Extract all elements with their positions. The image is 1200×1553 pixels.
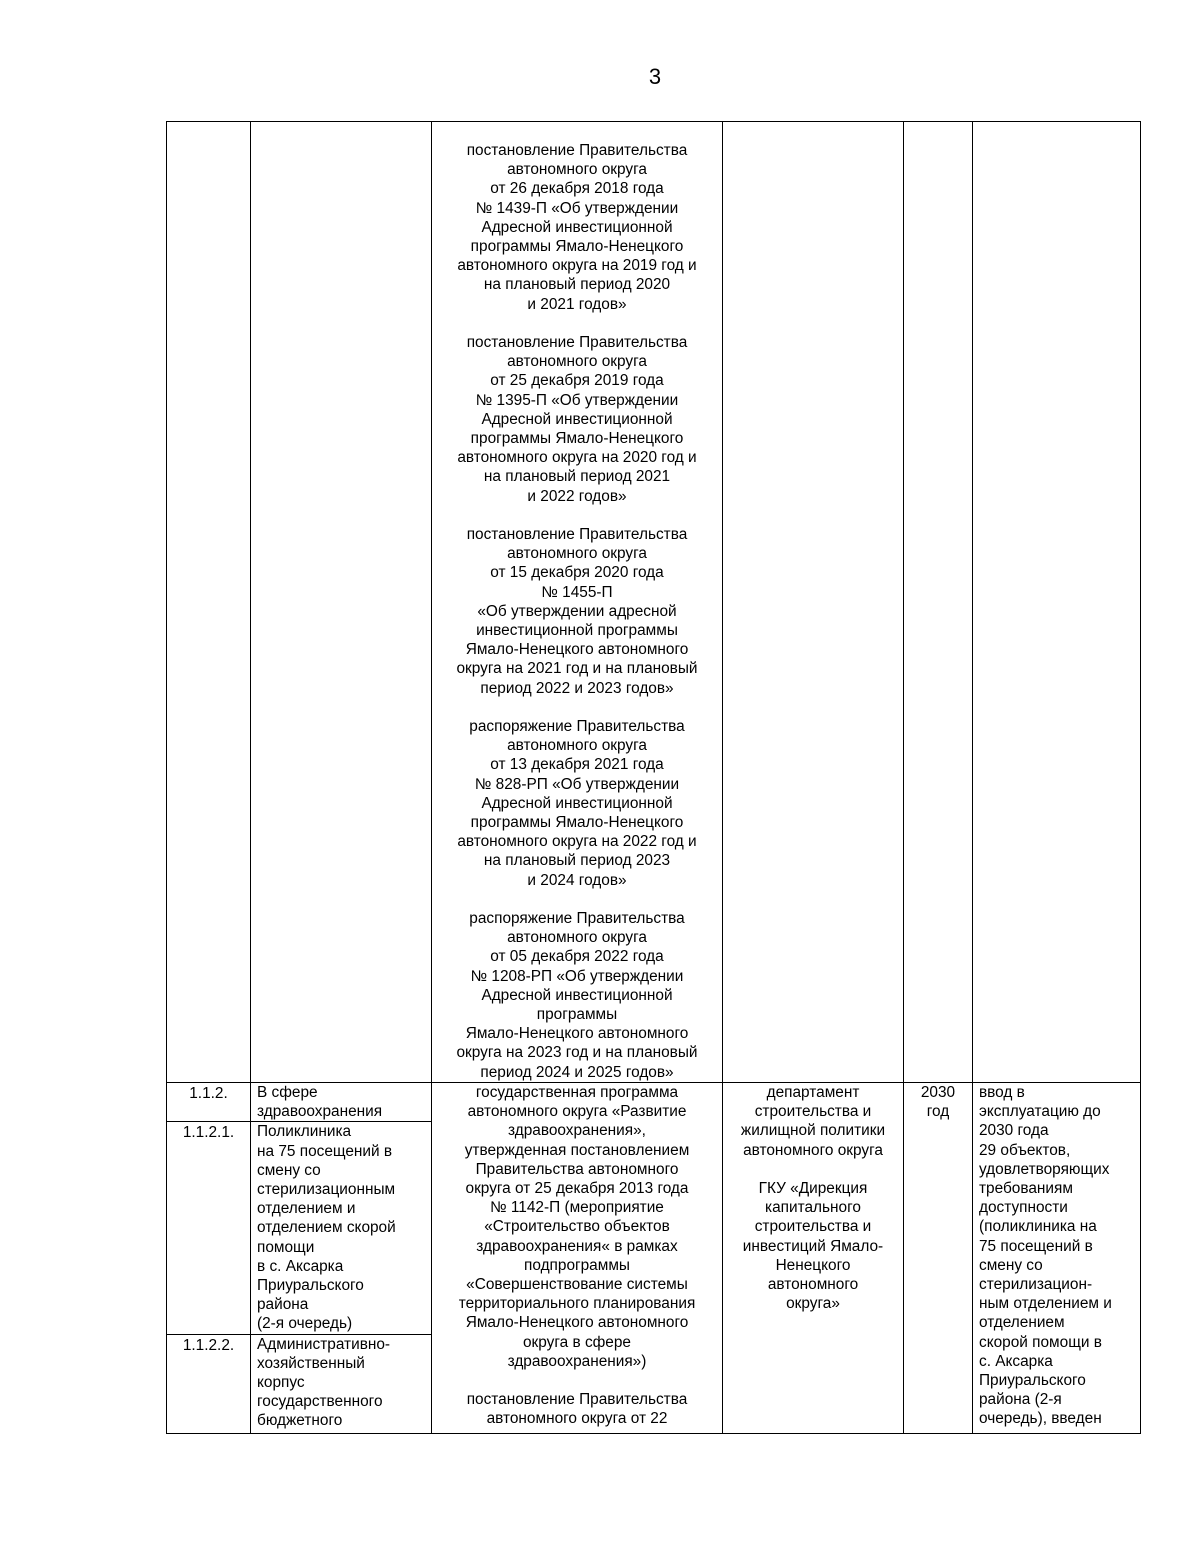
row-number: 1.1.2.1. bbox=[167, 1122, 251, 1334]
table-row-documents-continued bbox=[167, 122, 1141, 1083]
cell-number-empty bbox=[167, 122, 251, 1083]
row-name: В сфере здравоохранения bbox=[251, 1082, 432, 1121]
legal-document: распоряжение Правительства автономного округа от 13 декабря 2021 года № 828-РП «Об утверждении Адресной инвестиционной программы Ямало-Ненецкого автономного округа на 2022 год и на плановый период 2023 и 2024 годов» bbox=[457, 718, 697, 889]
row-number: 1.1.2.2. bbox=[167, 1334, 251, 1433]
legal-document: распоряжение Правительства автономного округа от 05 декабря 2022 года № 1208-РП «Об утверждении Адресной инвестиционной программы Ямало-Ненецкого автономного округа на 2023 год и на плановый период 2024 и 2025 годов» bbox=[456, 910, 698, 1081]
legal-document: постановление Правительства автономного округа от 15 декабря 2020 года № 1455-П «Об утверждении адресной инвестиционной программы Ямало-Ненецкого автономного округа на 2021 год и на плановый период 2022 и 2023 годов» bbox=[456, 526, 698, 697]
program-cell: государственная программа автономного округа «Развитие здравоохранения», утвержденная постановлением Правительства автономного округа от 25 декабря 2013 года № 1142-П (мероприятие «Строительство объектов здравоохранения« в рамках подпрограммы «Совершенствование системы территориального планирования Ямало-Ненецкого автономного округа в сфере здравоохранения») постановление Правительства автономного округа от 22 bbox=[432, 1082, 723, 1433]
cell-year-empty bbox=[904, 122, 973, 1083]
legal-document: постановление Правительства автономного округа от 25 декабря 2019 года № 1395-П «Об утверждении Адресной инвестиционной программы Ямало-Ненецкого автономного округа на 2020 год и на плановый период 2021 и 2022 годов» bbox=[457, 334, 697, 505]
legal-document: постановление Правительства автономного округа от 26 декабря 2018 года № 1439-П «Об утверждении Адресной инвестиционной программы Ямало-Ненецкого автономного округа на 2019 год и на плановый период 2020 и 2021 годов» bbox=[457, 142, 697, 313]
cell-executor-empty bbox=[723, 122, 904, 1083]
cell-legal-documents bbox=[432, 122, 723, 1083]
cell-name-empty bbox=[251, 122, 432, 1083]
year-cell: 2030 год bbox=[904, 1082, 973, 1433]
row-name: Поликлиника на 75 посещений в смену со стерилизационным отделением и отделением скорой помощи в с. Аксарка Приуральского района (2-я очередь) bbox=[251, 1122, 432, 1334]
table-row-1-1-2 bbox=[167, 1082, 1141, 1121]
row-number: 1.1.2. bbox=[167, 1082, 251, 1121]
executor-cell: департамент строительства и жилищной политики автономного округа ГКУ «Дирекция капитального строительства и инвестиций Ямало- Ненецкого автономного округа» bbox=[723, 1082, 904, 1433]
page-number: 3 bbox=[648, 64, 662, 89]
cell-result-empty bbox=[973, 122, 1141, 1083]
program-table bbox=[166, 121, 1141, 1434]
row-name: Административно- хозяйственный корпус государственного бюджетного bbox=[251, 1334, 432, 1433]
result-cell: ввод в эксплуатацию до 2030 года 29 объектов, удовлетворяющих требованиям доступности (поликлиника на 75 посещений в смену со стерилизацион- ным отделением и отделением скорой помощи в с. Аксарка Приуральского района (2-я очередь), введен bbox=[973, 1082, 1141, 1433]
